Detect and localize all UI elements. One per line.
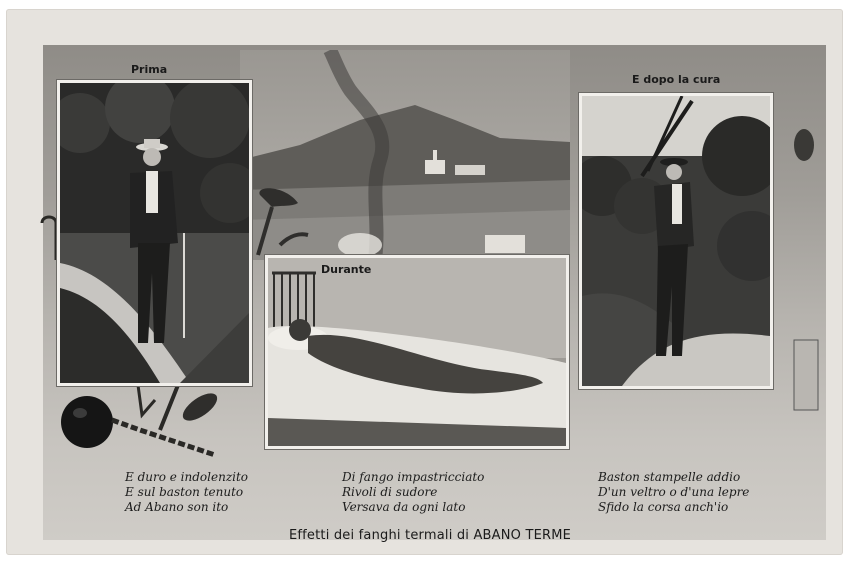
ball-and-chain-icon [60, 385, 225, 465]
verse-line: E duro e indolenzito [125, 470, 249, 484]
verse-line: Rivoli di sudore [342, 485, 438, 499]
panel-label-before: Prima [131, 63, 168, 76]
verse-line: Baston stampelle addio [598, 470, 741, 484]
verse-before [125, 470, 248, 515]
verse-line: E sul baston tenuto [125, 485, 244, 499]
verse-during [342, 470, 484, 515]
verse-after [598, 470, 749, 515]
postcard-caption: Effetti dei fanghi termali di ABANO TERME [288, 528, 572, 543]
verse-line: D'un veltro o d'una lepre [598, 485, 750, 499]
photo-after [579, 93, 773, 389]
verse-line: Sfido la corsa anch'io [598, 500, 729, 514]
hanging-tools-icon [788, 125, 820, 415]
discarded-crutch-icon [250, 185, 310, 260]
panel-label-during: Durante [321, 263, 372, 276]
verse-line: Versava da ogni lato [342, 500, 466, 514]
verse-line: Ad Abano son ito [125, 500, 229, 514]
verse-line: Di fango impastricciato [342, 470, 485, 484]
photo-before [57, 80, 252, 386]
panel-label-after: E dopo la cura [632, 73, 721, 86]
photo-during [265, 255, 569, 449]
